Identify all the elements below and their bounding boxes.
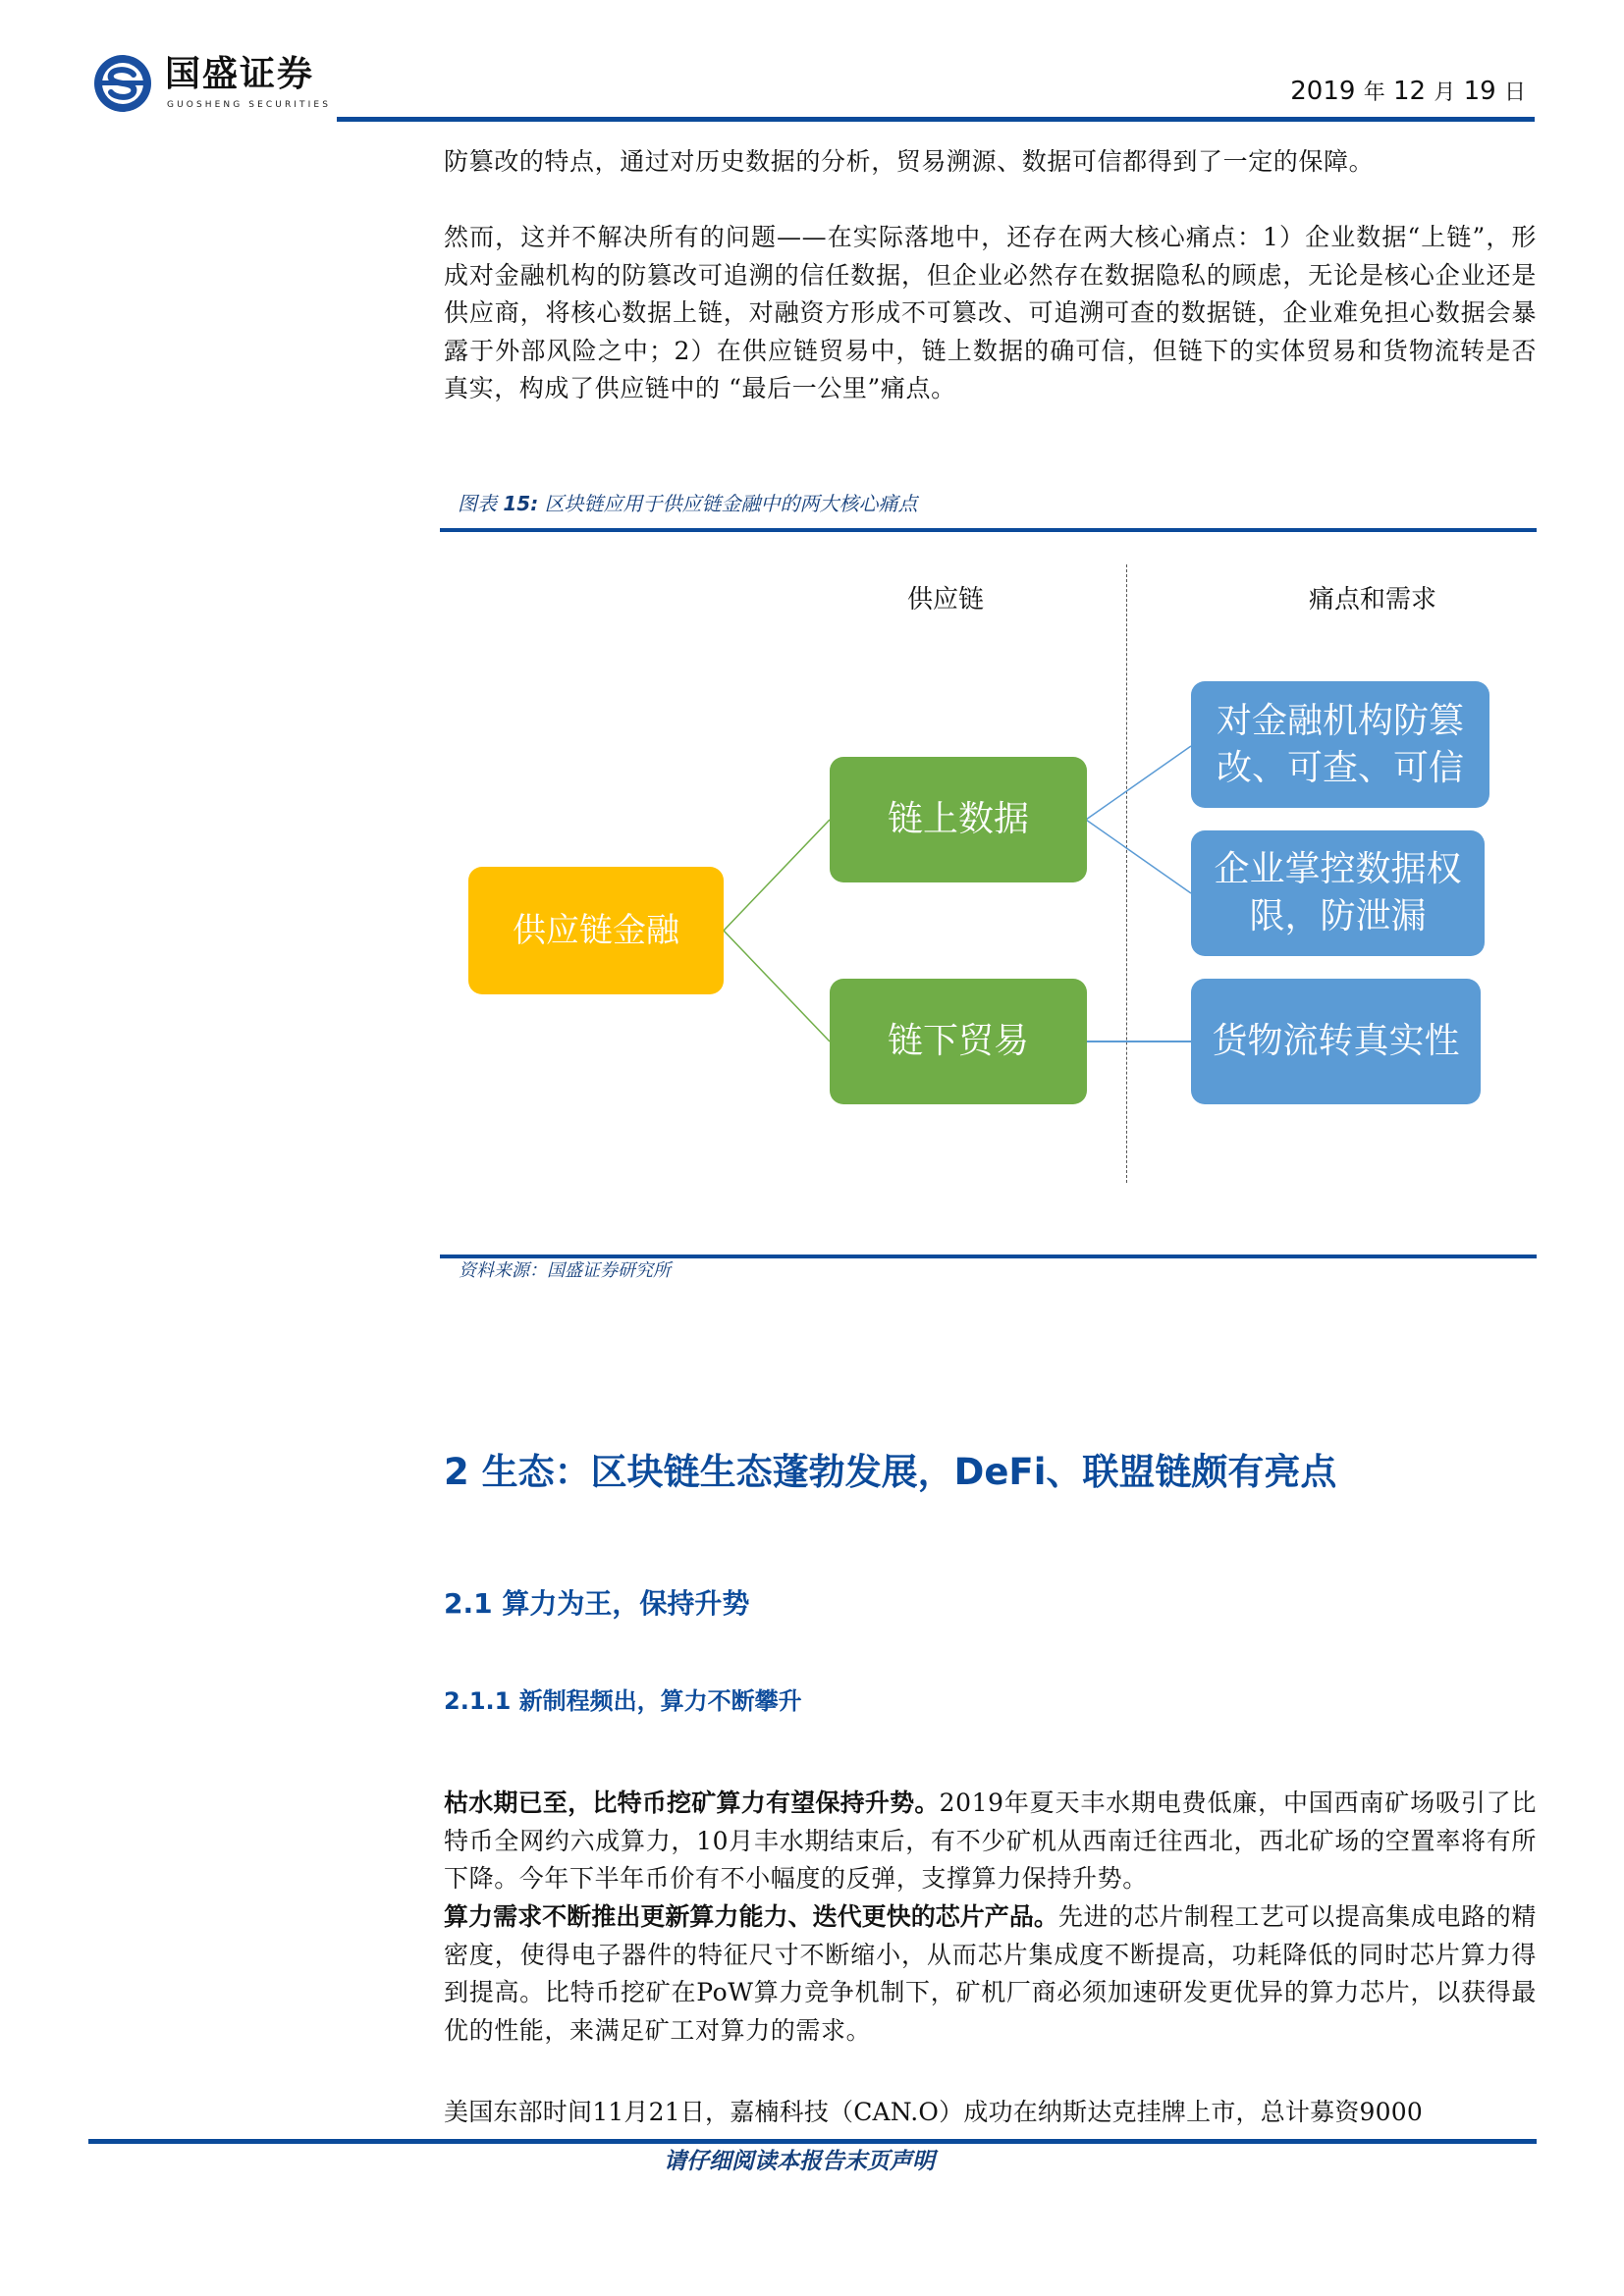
caption-prefix: 图表 [458, 492, 497, 515]
node-label: 对金融机构防篡改、可查、可信 [1216, 700, 1464, 788]
date-day-unit: 日 [1503, 80, 1526, 105]
caption-title: 区块链应用于供应链金融中的两大核心痛点 [544, 492, 918, 515]
caption-number: 15: [503, 492, 539, 515]
date-day: 19 [1463, 77, 1496, 106]
figure-caption [458, 491, 918, 516]
chip-lead: 算力需求不断推出更新算力能力、迭代更快的芯片产品。 [444, 1902, 1058, 1931]
figure-bottom-rule [440, 1255, 1537, 1258]
chip-text: 先进的芯片制程工艺可以提高集成电路的精密度，使得电子器件的特征尺寸不断缩小，从而芯片集成度不断提高，功耗降低的同时芯片算力得到提高。比特币挖矿在PoW算力竞争机制下，矿机厂商必须加速研发更优异的算力芯片，以获得最优的性能，来满足矿工对算力的需求。 [444, 1902, 1537, 2045]
section-heading-2-1: 2.1 算力为王，保持升势 [444, 1587, 750, 1620]
date-year-unit: 年 [1363, 80, 1385, 105]
node-label: 链下贸易 [887, 1021, 1029, 1061]
dashed-divider [1126, 564, 1127, 1183]
header-divider [337, 117, 1535, 122]
column-header-supply-chain: 供应链 [907, 585, 985, 614]
date-year: 2019 [1290, 77, 1356, 106]
node-pain-data-control [1191, 830, 1485, 956]
report-date [1290, 77, 1526, 108]
hashrate-lead: 枯水期已至，比特币挖矿算力有望保持升势。 [444, 1789, 940, 1817]
figure-source: 资料来源：国盛证券研究所 [459, 1260, 671, 1281]
brand-name-en: GUOSHENG SECURITIES [167, 100, 332, 110]
node-label: 供应链金融 [513, 911, 679, 950]
node-label: 货物流转真实性 [1212, 1021, 1460, 1061]
section-heading-2-1-1: 2.1.1 新制程频出，算力不断攀升 [444, 1687, 802, 1715]
date-month: 12 [1392, 77, 1427, 106]
chip-paragraph [444, 1898, 1537, 2050]
node-pain-tamper-proof [1191, 681, 1489, 808]
brand-name-cn: 国盛证券 [165, 54, 315, 94]
node-supply-chain-finance [468, 867, 724, 994]
hashrate-paragraph [444, 1785, 1537, 1898]
intro-paragraph: 防篡改的特点，通过对历史数据的分析，贸易溯源、数据可信都得到了一定的保障。 [444, 147, 1375, 176]
node-pain-goods-authenticity [1191, 979, 1481, 1104]
node-off-chain-trade [830, 979, 1087, 1104]
column-header-pain-points: 痛点和需求 [1309, 585, 1437, 614]
pain-points-paragraph: 然而，这并不解决所有的问题——在实际落地中，还存在两大核心痛点：1）企业数据“上链”，形成对金融机构的防篡改可追溯的信任数据，但企业必然存在数据隐私的顾虑，无论是核心企业还是供应商，将核心数据上链，对融资方形成不可篡改、可追溯可查的数据链，企业难免担心数据会暴露于外部风险之中；2）在供应链贸易中，链上数据的确可信，但链下的实体贸易和货物流转是否真实，构成了供应链中的 “最后一公里”痛点。 [444, 223, 1537, 403]
footer-divider [88, 2139, 1537, 2144]
canaan-paragraph: 美国东部时间11月21日，嘉楠科技（CAN.O）成功在纳斯达克挂牌上市，总计募资9000 [444, 2098, 1423, 2126]
date-month-unit: 月 [1434, 80, 1456, 105]
node-label: 链上数据 [887, 799, 1029, 839]
node-label: 企业掌控数据权限，防泄漏 [1214, 849, 1462, 936]
footer-disclaimer: 请仔细阅读本报告末页声明 [664, 2148, 935, 2174]
figure-top-rule [440, 528, 1537, 532]
hashrate-text: 2019年夏天丰水期电费低廉，中国西南矿场吸引了比特币全网约六成算力，10月丰水期结束后，有不少矿机从西南迁往西北，西北矿场的空置率将有所下降。今年下半年币价有不小幅度的反弹，支撑算力保持升势。 [444, 1789, 1537, 1894]
section-heading-2: 2 生态：区块链生态蓬勃发展，DeFi、联盟链颇有亮点 [444, 1451, 1337, 1493]
node-on-chain-data [830, 757, 1087, 882]
logo-icon [92, 53, 153, 114]
